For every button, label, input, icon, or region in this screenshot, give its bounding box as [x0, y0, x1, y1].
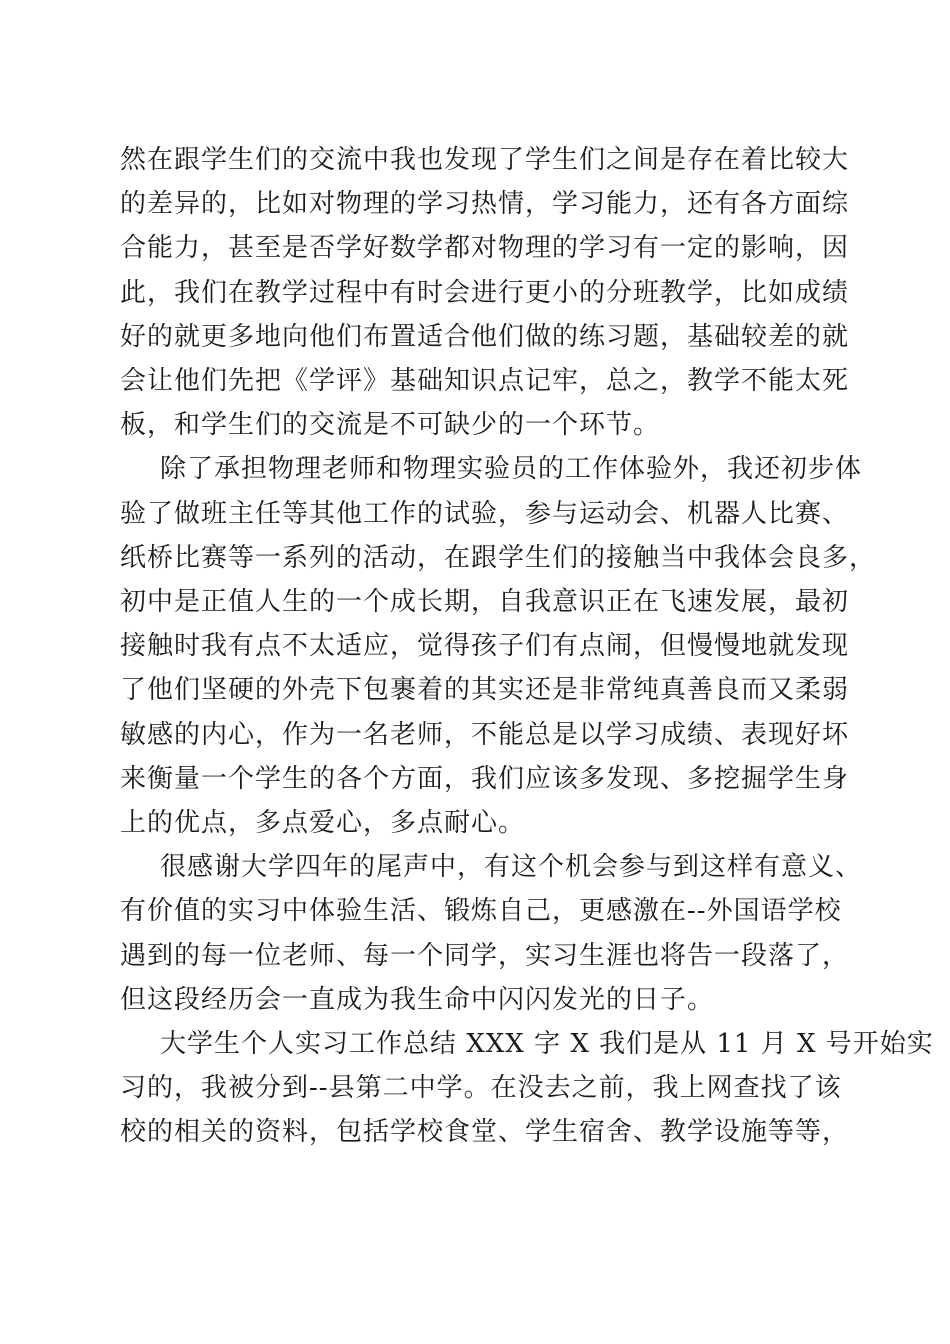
text-line: 纸桥比赛等一系列的活动，在跟学生们的接触当中我体会良多， [120, 542, 877, 573]
text-line: 习的，我被分到--县第二中学。在没去之前，我上网查找了该 [120, 1073, 842, 1104]
text-line: 验了做班主任等其他工作的试验，参与运动会、机器人比赛、 [120, 498, 850, 529]
text-line: 遇到的每一位老师、每一个同学，实习生涯也将告一段落了， [120, 940, 850, 971]
text-line: 合能力，甚至是否学好数学都对物理的学习有一定的影响，因 [120, 233, 850, 264]
text-line: 接触时我有点不太适应，觉得孩子们有点闹，但慢慢地就发现 [120, 631, 850, 662]
text-line: 但这段经历会一直成为我生命中闪闪发光的日子。 [120, 984, 715, 1015]
text-line: 来衡量一个学生的各个方面，我们应该多发现、多挖掘学生身 [120, 763, 850, 794]
paragraph-1 [120, 138, 850, 447]
text-line: 了他们坚硬的外壳下包裹着的其实还是非常纯真善良而又柔弱 [120, 675, 850, 706]
document-body [120, 138, 934, 1155]
text-line: 敏感的内心，作为一名老师，不能总是以学习成绩、表现好坏 [120, 719, 850, 750]
text-line: 会让他们先把《学评》基础知识点记牢，总之，教学不能太死 [120, 366, 850, 397]
text-line: 然在跟学生们的交流中我也发现了学生们之间是存在着比较大 [120, 145, 850, 175]
text-line: 此，我们在教学过程中有时会进行更小的分班教学，比如成绩 [120, 277, 850, 308]
paragraph-3 [120, 845, 863, 1022]
text-line: 上的优点，多点爱心，多点耐心。 [120, 808, 526, 839]
paragraph-2 [120, 447, 877, 845]
text-line: 的差异的，比如对物理的学习热情，学习能力，还有各方面综 [120, 189, 850, 220]
paragraph-4 [120, 1022, 934, 1155]
text-line: 板，和学生们的交流是不可缺少的一个环节。 [120, 410, 661, 441]
text-line: 大学生个人实习工作总结 XXX 字 X 我们是从 11 月 X 号开始实 [160, 1029, 934, 1060]
text-line: 初中是正值人生的一个成长期，自我意识正在飞速发展，最初 [120, 587, 850, 618]
text-line: 好的就更多地向他们布置适合他们做的练习题，基础较差的就 [120, 321, 850, 352]
text-line: 有价值的实习中体验生活、锻炼自己，更感激在--外国语学校 [120, 896, 842, 927]
text-line: 很感谢大学四年的尾声中，有这个机会参与到这样有意义、 [160, 852, 863, 883]
text-line: 校的相关的资料，包括学校食堂、学生宿舍、教学设施等等， [120, 1117, 850, 1148]
text-line: 除了承担物理老师和物理实验员的工作体验外，我还初步体 [160, 454, 863, 485]
